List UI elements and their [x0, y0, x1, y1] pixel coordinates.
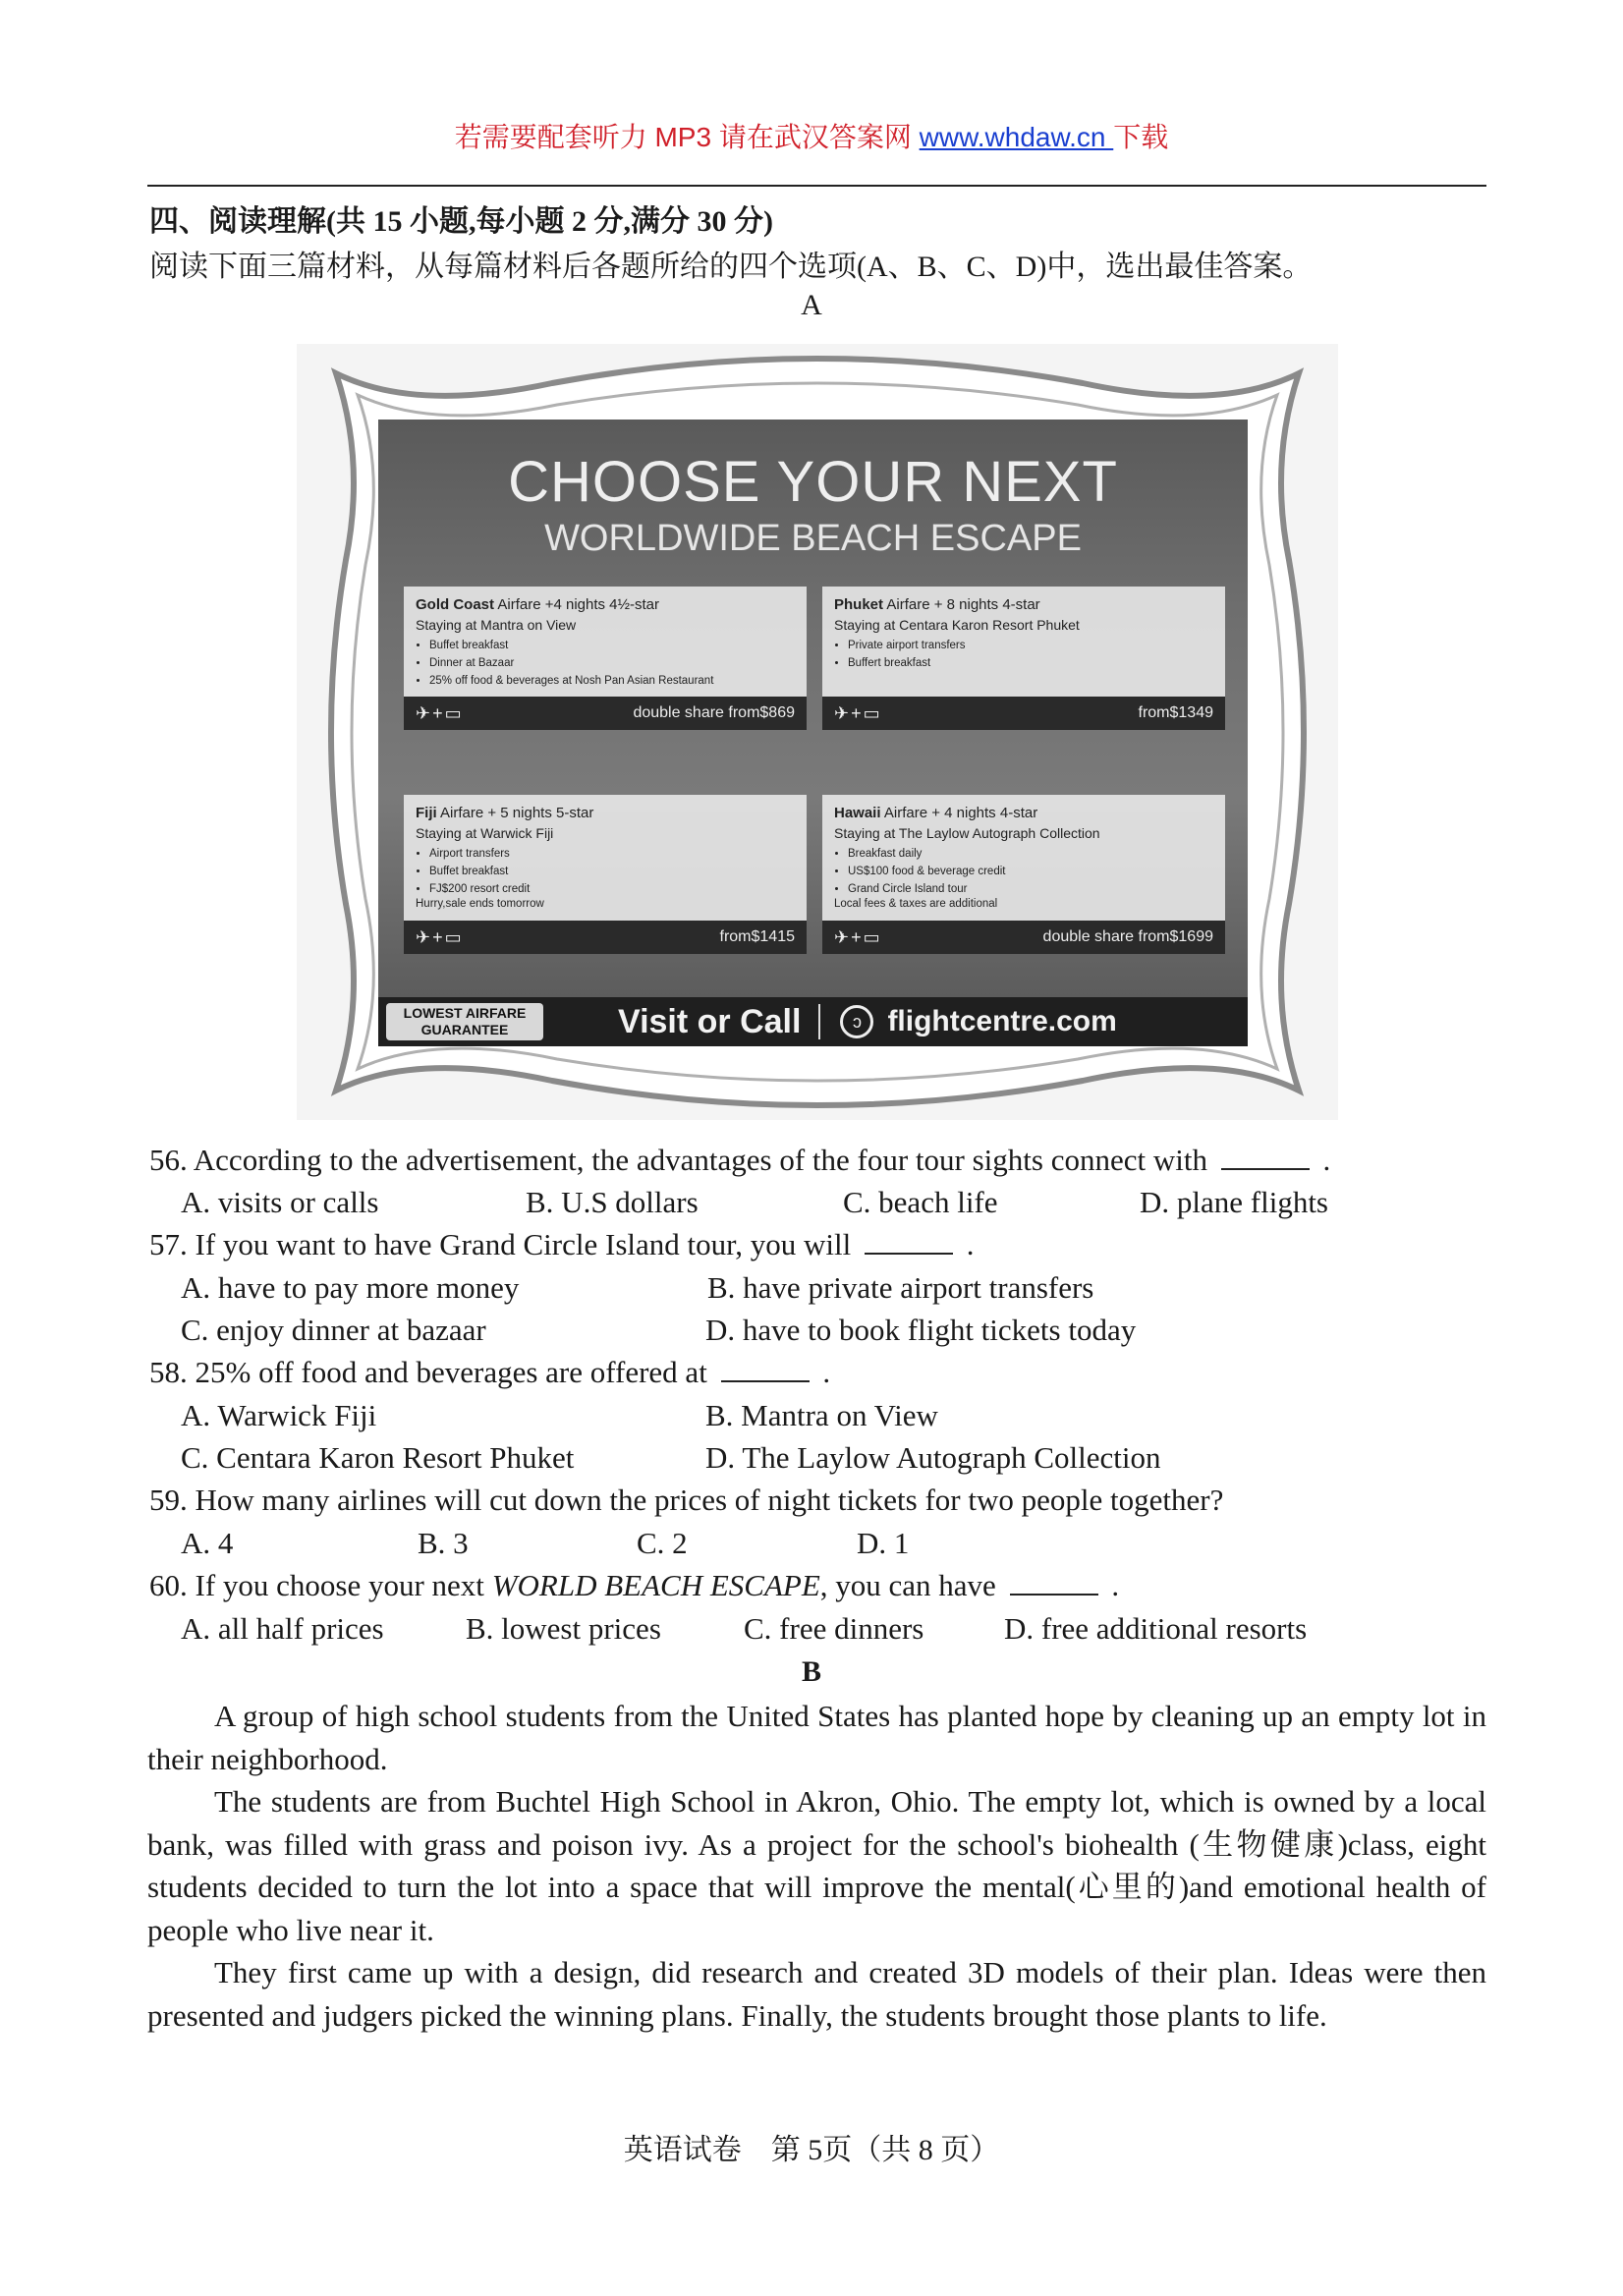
deal-item: • FJ$200 resort credit: [429, 880, 795, 898]
option-b: B. 3: [418, 1526, 469, 1560]
question-end: .: [822, 1355, 831, 1389]
deal-item: • US$100 food & beverage credit: [848, 863, 1213, 880]
deal-headline: Airfare + 4 nights 4-star: [883, 805, 1038, 821]
ad-bottom-strip: [378, 997, 1248, 1046]
deal-item: • Private airport transfers: [848, 637, 1213, 654]
option-b: B. have private airport transfers: [707, 1270, 1094, 1305]
question-italic-term: WORLD BEACH ESCAPE: [491, 1568, 820, 1602]
flightcentre-logo-icon: ↄ: [840, 1005, 873, 1038]
deal-card-gold-coast: [404, 587, 807, 730]
question-stem: 59. How many airlines will cut down the prices of night tickets for two people together?: [149, 1483, 1224, 1517]
deal-price: from$1349: [1138, 704, 1213, 721]
deal-card-fiji: [404, 795, 807, 954]
answer-blank: [1010, 1593, 1098, 1596]
deal-price: from$1415: [719, 928, 795, 945]
deal-place: Gold Coast: [416, 596, 495, 613]
deal-item: • Dinner at Bazaar: [429, 654, 795, 672]
passage-b-label: B: [801, 1655, 821, 1688]
question-stem-cont: , you can have: [819, 1568, 996, 1602]
section-instruction: 阅读下面三篇材料，从每篇材料后各题所给的四个选项(A、B、C、D)中，选出最佳答案。: [149, 251, 1313, 283]
deal-details: [822, 795, 1225, 921]
deal-note: Hurry,sale ends tomorrow: [416, 898, 544, 910]
deal-card-hawaii: [822, 795, 1225, 954]
deal-stay: Staying at The Laylow Autograph Collection: [834, 825, 1100, 841]
flight-hotel-icon: ✈+▭: [834, 702, 882, 723]
deal-headline: Airfare + 8 nights 4-star: [886, 596, 1040, 613]
question-60: [149, 1568, 1119, 1603]
question-end: .: [1322, 1143, 1331, 1177]
deal-item: • Airport transfers: [429, 845, 795, 863]
deal-card-phuket: [822, 587, 1225, 730]
deal-item: • Breakfast daily: [848, 845, 1213, 863]
option-a: A. Warwick Fiji: [181, 1398, 377, 1432]
deal-price-bar: [822, 697, 1225, 730]
deal-details: [404, 587, 807, 697]
badge-line1: LOWEST AIRFARE: [403, 1005, 527, 1021]
deal-note: Local fees & taxes are additional: [834, 898, 998, 910]
option-c: C. Centara Karon Resort Phuket: [181, 1440, 575, 1475]
page-footer: 英语试卷 第 5页（共 8 页）: [623, 2134, 1000, 2166]
answer-blank: [865, 1252, 953, 1255]
passage-b-paragraph-2: The students are from Buchtel High School in Akron, Ohio. The empty lot, which is owned by a local bank, was filled with grass and poison ivy. As a project for the school's biohealth (生物健康)class, eight students decided to turn the lot into a space that will improve the mental(心里的)and emotional health of people who live near it.: [147, 1784, 1486, 1947]
download-banner: [0, 116, 1623, 155]
ad-title-line2: WORLDWIDE BEACH ESCAPE: [544, 518, 1082, 559]
option-c: C. free dinners: [744, 1611, 924, 1646]
question-end: .: [1111, 1568, 1120, 1602]
passage-b-paragraph-1: A group of high school students from the United States has planted hope by cleaning up an empty lot in their neighborhood.: [147, 1699, 1486, 1776]
deal-stay: Staying at Centara Karon Resort Phuket: [834, 617, 1080, 633]
ad-title-line1: CHOOSE YOUR NEXT: [508, 450, 1118, 514]
lowest-airfare-badge: [386, 1003, 543, 1040]
question-58: [149, 1355, 830, 1390]
deal-place: Fiji: [416, 805, 437, 821]
option-d: D. plane flights: [1140, 1185, 1328, 1219]
option-a: A. all half prices: [181, 1611, 384, 1646]
divider: [818, 1004, 820, 1039]
question-stem: 60. If you choose your next: [149, 1568, 492, 1602]
deal-details: [404, 795, 807, 921]
deal-item: • Grand Circle Island tour: [848, 880, 1213, 898]
ad-poster: [378, 420, 1248, 1046]
option-d: D. have to book flight tickets today: [705, 1313, 1137, 1347]
badge-line2: GUARANTEE: [420, 1022, 509, 1037]
option-c: C. 2: [637, 1526, 688, 1560]
visit-or-call: Visit or Call: [618, 1002, 802, 1040]
banner-text: 若需要配套听力 MP3 请在武汉答案网: [454, 122, 920, 152]
question-57: [149, 1227, 974, 1262]
flight-hotel-icon: ✈+▭: [416, 702, 464, 723]
deal-headline: Airfare +4 nights 4½-star: [497, 596, 660, 613]
deal-place: Hawaii: [834, 805, 881, 821]
option-a: A. visits or calls: [181, 1185, 379, 1219]
option-a: A. 4: [181, 1526, 234, 1560]
answer-blank: [721, 1379, 810, 1382]
question-stem: 58. 25% off food and beverages are offered at: [149, 1355, 707, 1389]
option-c: C. beach life: [843, 1185, 998, 1219]
banner-link[interactable]: www.whdaw.cn: [919, 122, 1114, 152]
option-d: D. 1: [857, 1526, 910, 1560]
option-b: B. Mantra on View: [705, 1398, 938, 1432]
deal-item: • Buffert breakfast: [848, 654, 1213, 672]
answer-blank: [1221, 1167, 1310, 1170]
question-59: [149, 1483, 1223, 1518]
deal-stay: Staying at Warwick Fiji: [416, 825, 554, 841]
passage-b-paragraph-3: They first came up with a design, did research and created 3D models of their plan. Ideas were then presented and judgers picked the winning plans. Finally, the students brought those plants to life.: [147, 1955, 1486, 2033]
banner-suffix: 下载: [1113, 122, 1169, 152]
ad-website: flightcentre.com: [887, 1005, 1117, 1037]
deal-details: [822, 587, 1225, 697]
deal-price: double share from$869: [633, 704, 795, 721]
deal-price-bar: [404, 697, 807, 730]
deal-place: Phuket: [834, 596, 884, 613]
question-56: [149, 1143, 1330, 1178]
option-b: B. lowest prices: [466, 1611, 661, 1646]
deal-price-bar: [822, 921, 1225, 954]
deal-item: • Buffet breakfast: [429, 637, 795, 654]
flight-hotel-icon: ✈+▭: [834, 926, 882, 947]
deal-stay: Staying at Mantra on View: [416, 617, 577, 633]
deal-headline: Airfare + 5 nights 5-star: [440, 805, 594, 821]
option-c: C. enjoy dinner at bazaar: [181, 1313, 486, 1347]
question-stem: 56. According to the advertisement, the advantages of the four tour sights connect with: [149, 1143, 1207, 1177]
deal-price: double share from$1699: [1042, 928, 1213, 945]
section-title: 四、阅读理解(共 15 小题,每小题 2 分,满分 30 分): [149, 205, 773, 238]
option-b: B. U.S dollars: [526, 1185, 699, 1219]
option-d: D. The Laylow Autograph Collection: [705, 1440, 1161, 1475]
header-rule: [147, 185, 1486, 187]
deal-item: • 25% off food & beverages at Nosh Pan Asian Restaurant: [429, 672, 795, 690]
deal-price-bar: [404, 921, 807, 954]
question-end: .: [966, 1227, 975, 1261]
option-d: D. free additional resorts: [1004, 1611, 1308, 1646]
deal-item: • Buffet breakfast: [429, 863, 795, 880]
passage-a-label: A: [801, 289, 822, 321]
flight-hotel-icon: ✈+▭: [416, 926, 464, 947]
question-stem: 57. If you want to have Grand Circle Island tour, you will: [149, 1227, 852, 1261]
option-a: A. have to pay more money: [181, 1270, 520, 1305]
